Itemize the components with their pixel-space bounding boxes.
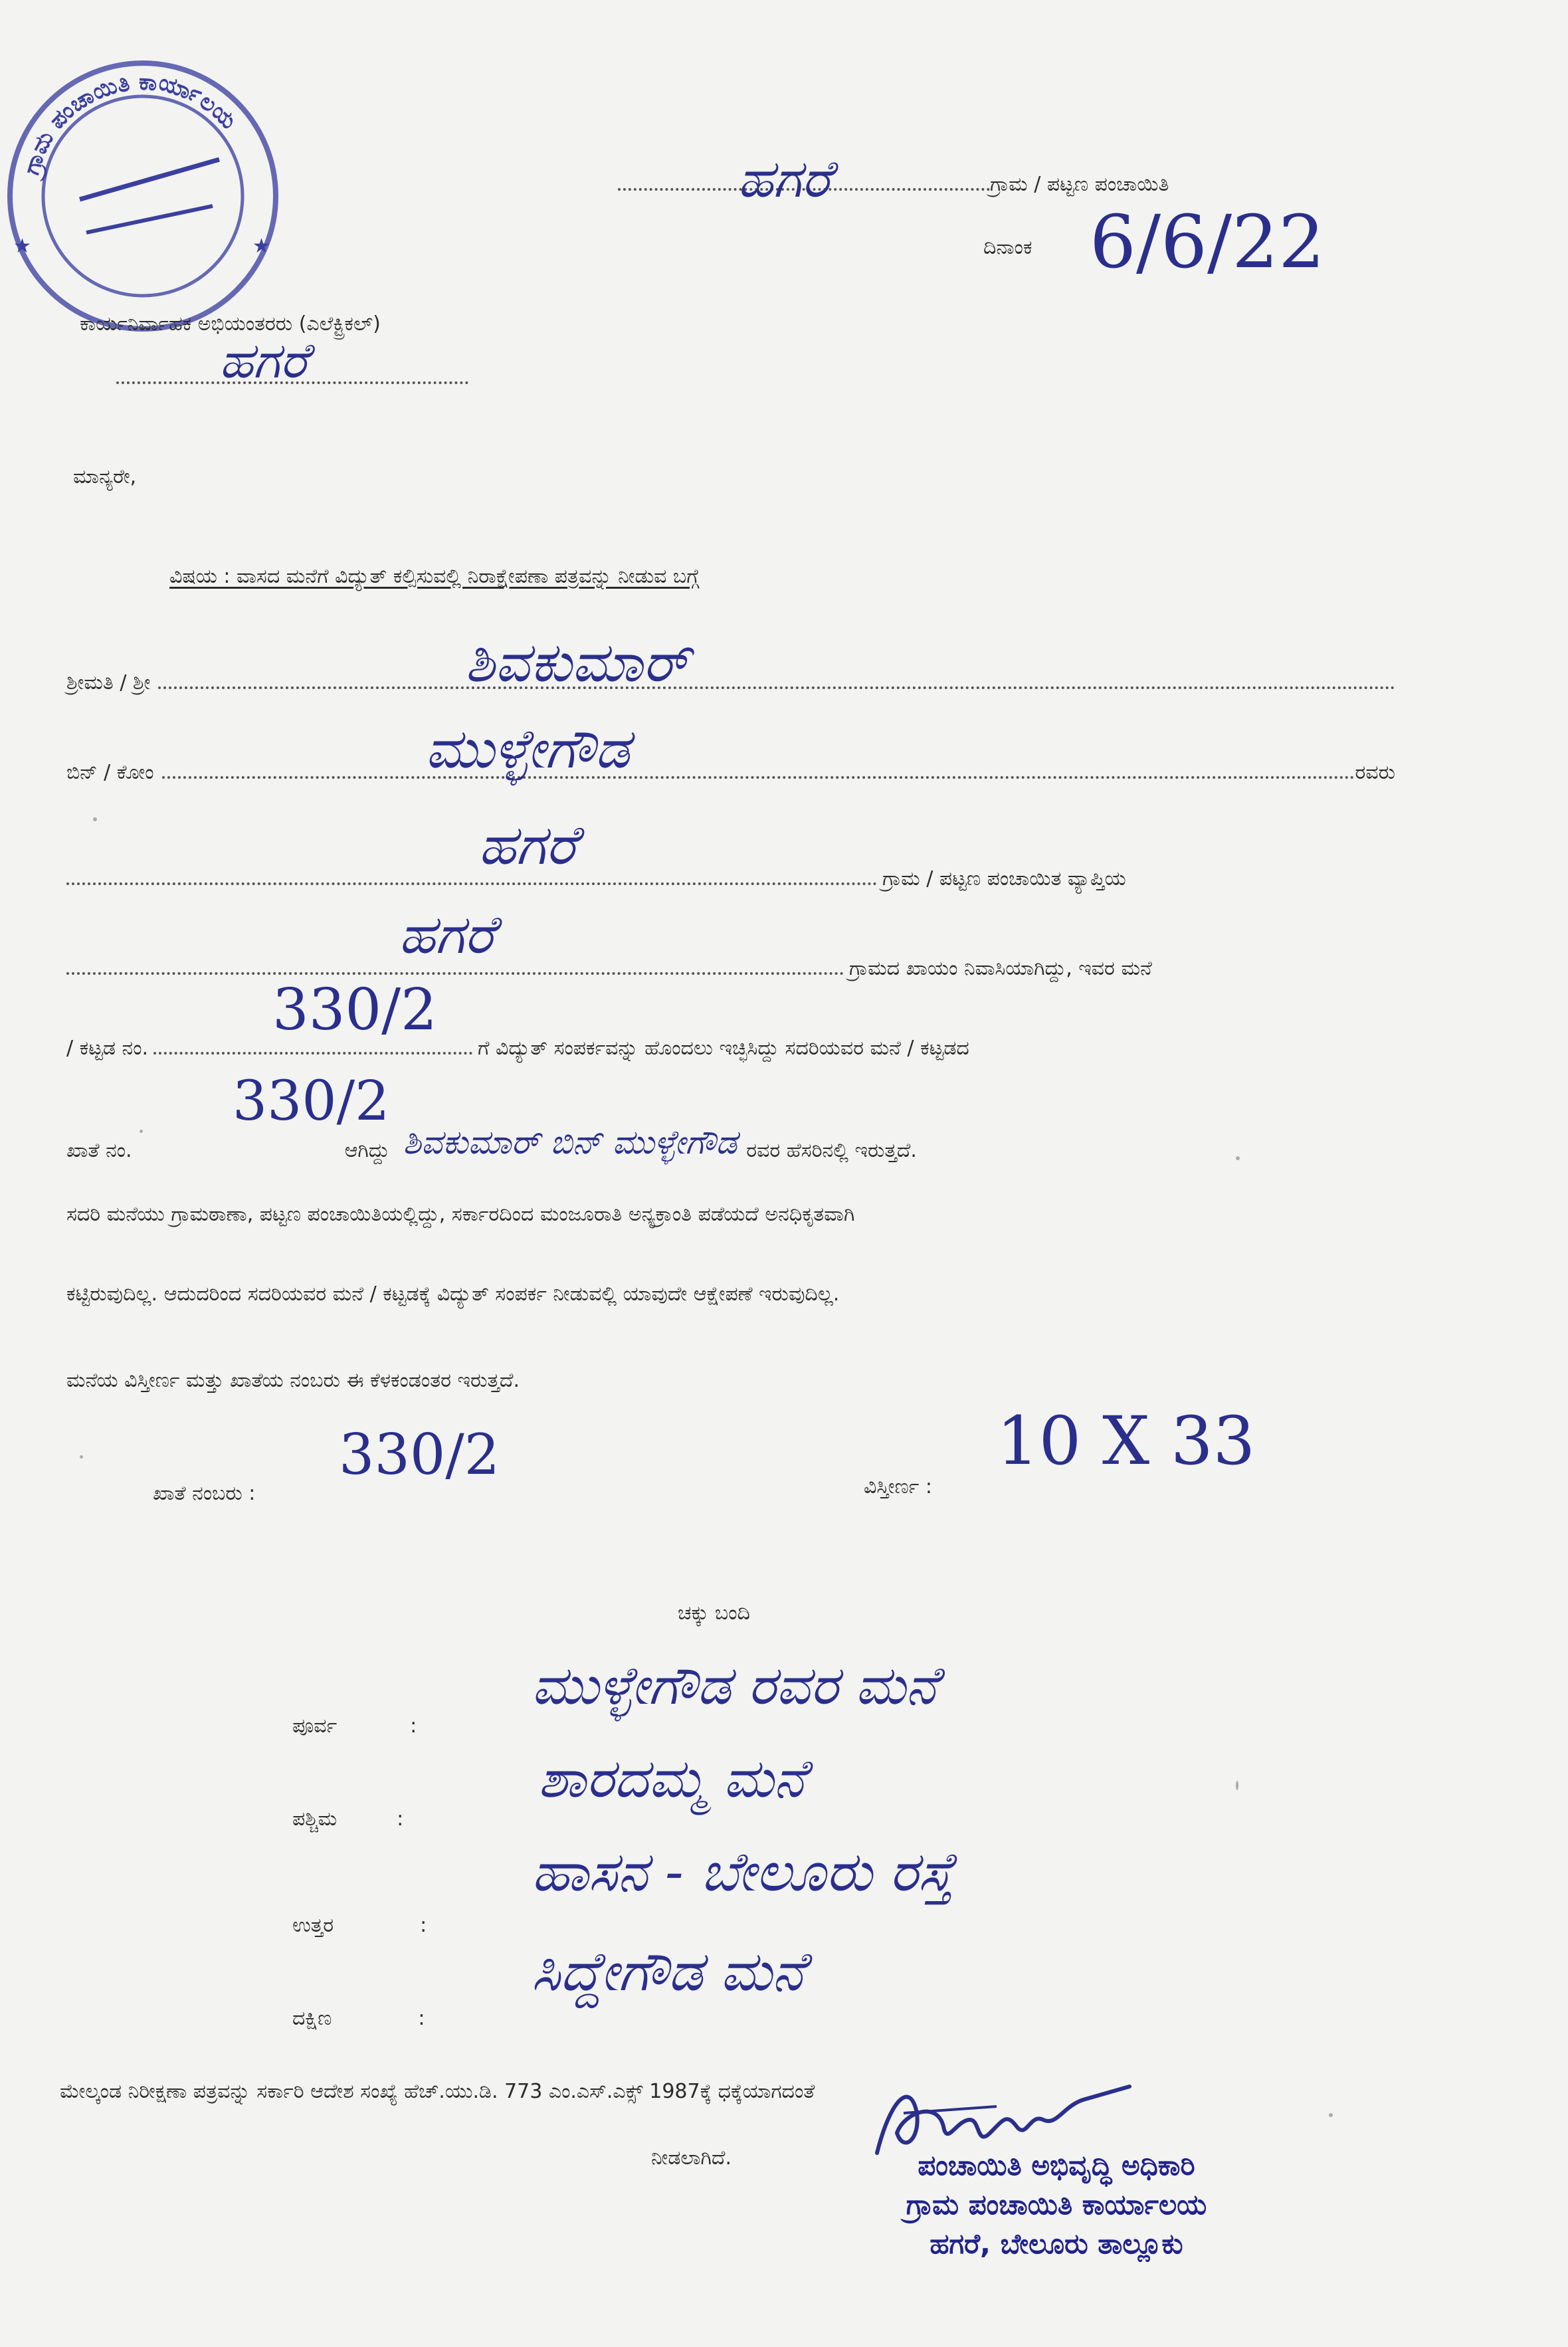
building-prefix: / ಕಟ್ಟಡ ನಂ. — [66, 1037, 149, 1060]
boundaries-title: ಚಕ್ಕು ಬಂದಿ — [678, 1601, 750, 1625]
scan-speck — [1236, 1156, 1240, 1160]
seal-text: ಗ್ರಾಮ ಪಂಚಾಯಿತಿ ಕಾರ್ಯಾಲಯ — [18, 68, 243, 178]
header-place-value: ಹಗರೆ — [737, 150, 831, 209]
boundary-south-value: ಸಿದ್ದೇಗೌಡ ಮನೆ — [532, 1940, 805, 2003]
office-stamp-line-1: ಪಂಚಾಯಿತಿ ಅಭಿವೃದ್ಧಿ ಅಧಿಕಾರಿ — [918, 2149, 1195, 2182]
round-seal-stamp — [0, 53, 286, 339]
svg-text:★: ★ — [252, 235, 270, 258]
date-label: ದಿನಾಂಕ — [983, 236, 1032, 259]
father-line — [66, 761, 1395, 784]
resident-line — [66, 957, 1402, 980]
khata-number-label: ಖಾತೆ ನಂಬರು : — [153, 1482, 256, 1505]
boundary-east-label: ಪೂರ್ವ : — [292, 1714, 417, 1738]
date-value: 6/6/22 — [1090, 199, 1325, 284]
village-suffix: ಗ್ರಾಮ / ಪಟ್ಟಣ ಪಂಚಾಯಿತ ವ್ಯಾಪ್ತಿಯ — [882, 867, 1126, 890]
khata-prefix: ಖಾತೆ ನಂ. — [66, 1139, 132, 1162]
area-value: 10 X 33 — [997, 1402, 1256, 1480]
area-label: ವಿಸ್ತೀರ್ಣ : — [864, 1475, 932, 1498]
para-line-1: ಸದರಿ ಮನೆಯು ಗ್ರಾಮಠಾಣಾ, ಪಟ್ಟಣ ಪಂಚಾಯಿತಿಯಲ್ಲಿದ್ದು, ಸರ್ಕಾರದಿಂದ ಮಂಜೂರಾತಿ ಅನ್ಯಕ್ರಾಂತಿ ಪಡೆಯದೆ ಅನಧಿಕೃತವಾಗಿ — [66, 1203, 855, 1226]
header-place-label: ಗ್ರಾಮ / ಪಟ್ಟಣ ಪಂಚಾಯಿತಿ — [990, 173, 1169, 196]
village-line — [66, 867, 1402, 890]
subject-text: ವಿಷಯ : ವಾಸದ ಮನೆಗೆ ವಿದ್ಯುತ್ ಕಲ್ಪಿಸುವಲ್ಲಿ ನಿರಾಕ್ಷೇಪಣಾ ಪತ್ರವನ್ನು ನೀಡುವ ಬಗ್ಗೆ — [169, 565, 700, 588]
svg-text:★: ★ — [13, 235, 31, 258]
salutation: ಮಾನ್ಯರೇ, — [73, 465, 137, 488]
khata-suffix: ರವರ ಹೆಸರಿನಲ್ಲಿ ಇರುತ್ತದೆ. — [746, 1139, 917, 1162]
name-label: ಶ್ರೀಮತಿ / ಶ್ರೀ — [66, 671, 151, 694]
boundary-east-value: ಮುಳ್ಳೇಗೌಡ ರವರ ಮನೆ — [532, 1655, 937, 1716]
header-place-line — [618, 173, 1282, 196]
office-stamp-line-3: ಹಗರೆ, ಬೇಲೂರು ತಾಲ್ಲೂಕು — [930, 2227, 1183, 2260]
scan-speck — [1329, 2113, 1333, 2117]
name-line — [66, 671, 1395, 694]
village-value: ಹಗರೆ — [478, 814, 577, 877]
office-stamp — [824, 2146, 1289, 2263]
khata-value: 330/2 — [233, 1070, 390, 1133]
addressee-label: ಕಾರ್ಯನಿರ್ವಾಹಕ ಅಭಿಯಂತರರು (ಎಲೆಕ್ಟ್ರಿಕಲ್) — [80, 312, 381, 336]
khata-mid: ಆಗಿದ್ದು — [344, 1139, 390, 1162]
addressee-place-value: ಹಗರೆ — [219, 332, 308, 389]
building-line — [66, 1037, 1402, 1060]
name-value: ಶಿವಕುಮಾರ್ — [465, 631, 690, 694]
building-suffix: ಗೆ ವಿದ್ಯುತ್ ಸಂಪರ್ಕವನ್ನು ಹೊಂದಲು ಇಚ್ಛಿಸಿದ್ದು ಸದರಿಯವರ ಮನೆ / ಕಟ್ಟಡದ — [478, 1037, 969, 1060]
scan-speck — [1236, 1781, 1238, 1790]
father-suffix: ರವರು — [1355, 761, 1395, 784]
building-value: 330/2 — [272, 977, 437, 1043]
boundary-south-label: ದಕ್ಷಿಣ : — [292, 2007, 425, 2030]
para-line-3: ಮನೆಯ ವಿಸ್ತೀರ್ಣ ಮತ್ತು ಖಾತೆಯ ನಂಬರು ಈ ಕೆಳಕಂಡಂತರ ಇರುತ್ತದೆ. — [66, 1369, 520, 1392]
para-line-2: ಕಟ್ಟಿರುವುದಿಲ್ಲ. ಆದುದರಿಂದ ಸದರಿಯವರ ಮನೆ / ಕಟ್ಟಡಕ್ಕೆ ವಿದ್ಯುತ್ ಸಂಪರ್ಕ ನೀಡುವಲ್ಲಿ ಯಾವುದೇ ಆಕ್ಷೇಪಣೆ ಇರುವುದಿಲ್ಲ. — [66, 1282, 840, 1306]
khata-number-value: 330/2 — [339, 1422, 500, 1487]
resident-value: ಹಗರೆ — [399, 904, 495, 966]
scan-speck — [140, 1130, 143, 1133]
header-date-line — [983, 236, 1032, 259]
boundary-north-label: ಉತ್ತರ : — [292, 1914, 427, 1937]
scan-speck — [80, 1455, 83, 1459]
father-label: ಬಿನ್ / ಕೋಂ — [66, 761, 154, 784]
svg-text:ಗ್ರಾಮ ಪಂಚಾಯಿತಿ ಕಾರ್ಯಾಲಯ — [17, 69, 242, 183]
office-stamp-line-2: ಗ್ರಾಮ ಪಂಚಾಯಿತಿ ಕಾರ್ಯಾಲಯ — [906, 2188, 1207, 2221]
scan-speck — [93, 817, 97, 821]
boundary-west-label: ಪಶ್ಚಿಮ : — [292, 1807, 404, 1831]
closing-line-1: ಮೇಲ್ಕಂಡ ನಿರೀಕ್ಷಣಾ ಪತ್ರವನ್ನು ಸರ್ಕಾರಿ ಆದೇಶ ಸಂಖ್ಯೆ ಹೆಚ್.ಯು.ಡಿ. 773 ಎಂ.ಎಸ್.ಎಕ್ಸ್ 1987ಕ್ಕೆ ಧಕ್ಕೆಯಾಗದಂತೆ — [60, 2080, 815, 2103]
boundary-north-value: ಹಾಸನ - ಬೇಲೂರು ರಸ್ತೆ — [532, 1841, 954, 1904]
subject-line — [169, 565, 699, 588]
resident-suffix: ಗ್ರಾಮದ ಖಾಯಂ ನಿವಾಸಿಯಾಗಿದ್ದು, ಇವರ ಮನೆ — [849, 957, 1152, 980]
closing-line-2: ನೀಡಲಾಗಿದೆ. — [651, 2146, 732, 2170]
boundary-west-value: ಶಾರದಮ್ಮ ಮನೆ — [538, 1748, 806, 1809]
khata-owner: ಶಿವಕುಮಾರ್ ಬಿನ್ ಮುಳ್ಳೇಗೌಡ — [403, 1123, 737, 1162]
father-value: ಮುಳ್ಳೇಗೌಡ — [425, 718, 630, 781]
